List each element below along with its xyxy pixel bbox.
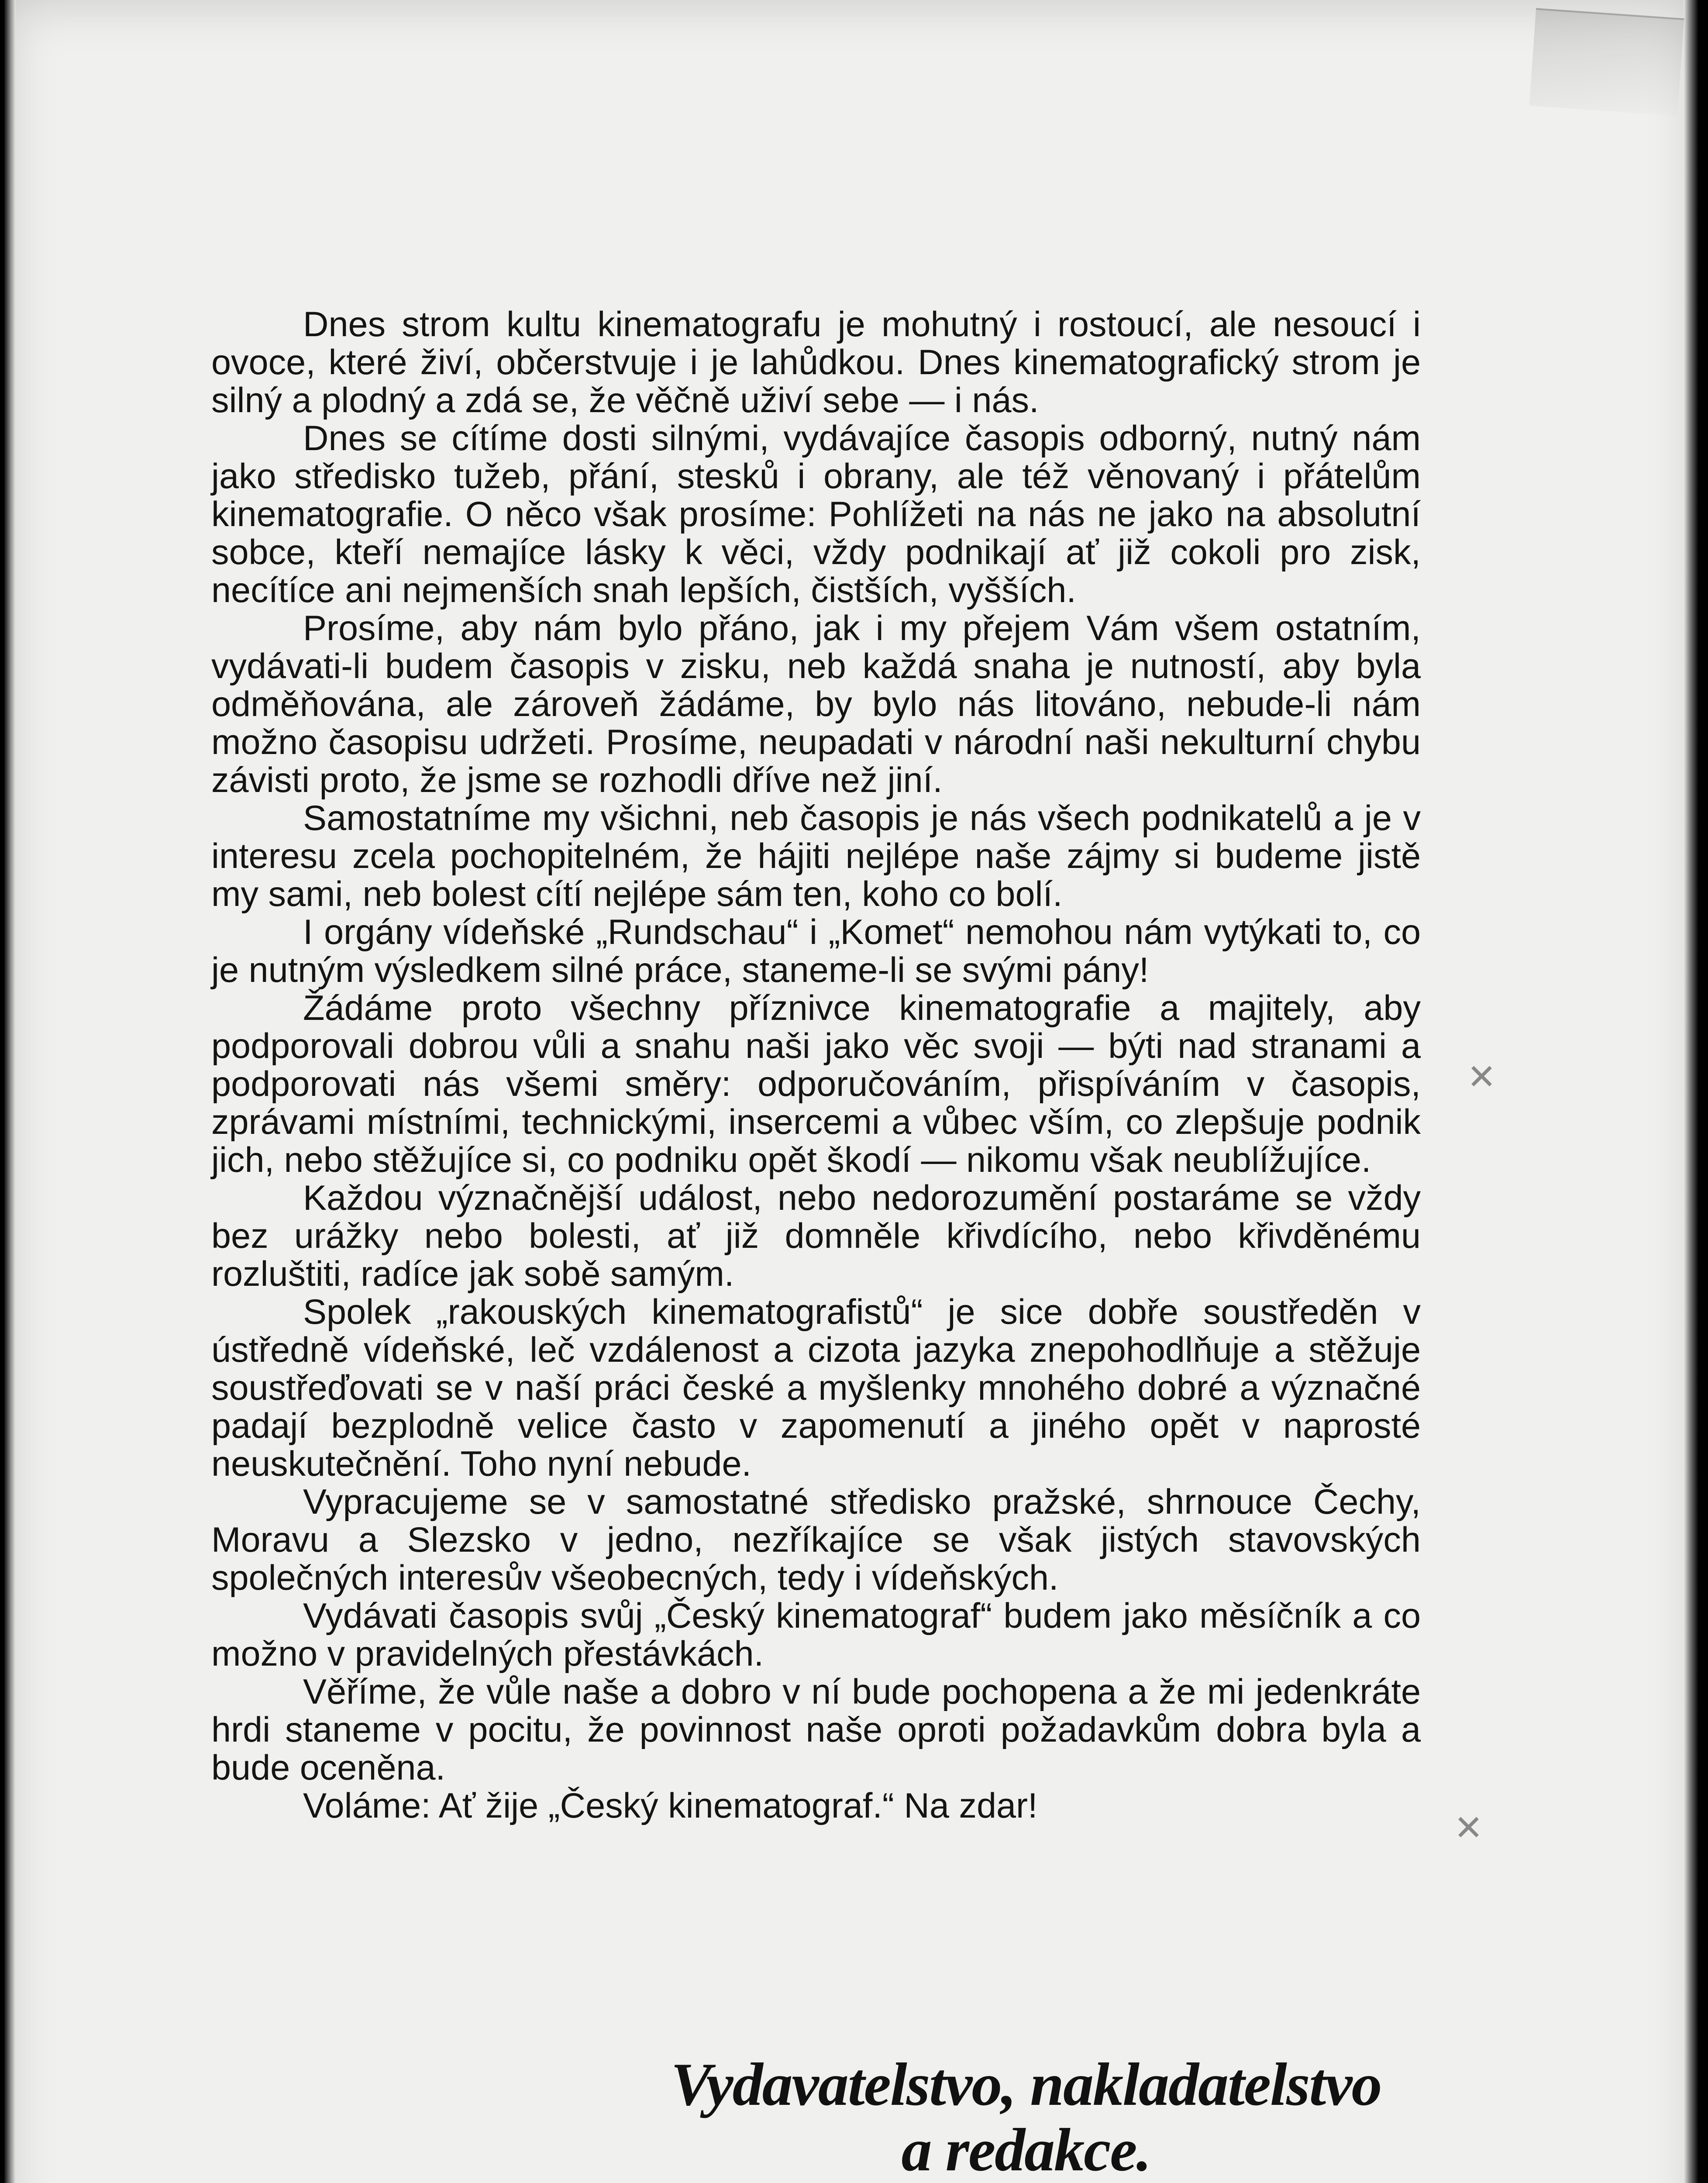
paragraph: I orgány vídeňské „Rundschau“ i „Komet“ nemohou nám vytýkati to, co je nutným výsledkem silné práce, staneme-li se svými pány! xyxy=(211,912,1421,990)
paragraph: Spolek „rakouských kinematografistů“ je sice dobře soustředěn v ústředně vídeňské, leč vzdálenost a cizota jazyka znepohodlňuje a stěžuje soustřeďovati se v naší práci české a myšlenky mnohého dobré a význačné padají bezplodně velice často v zapomenutí a jiného opět v naprosté neuskutečnění. Toho nyní nebude. xyxy=(211,1292,1421,1484)
paragraph: Věříme, že vůle naše a dobro v ní bude pochopena a že mi jedenkráte hrdi staneme v pocitu, že povinnost naše oproti požadavkům dobra byla a bude oceněna. xyxy=(211,1672,1421,1787)
scanned-page xyxy=(4,0,1698,2183)
signature xyxy=(629,2052,1423,2183)
paragraph: Každou význačnější událost, nebo nedorozumění postaráme se vždy bez urážky nebo bolesti, ať již domněle křivdícího, nebo křivděnému rozluštiti, radíce jak sobě samým. xyxy=(211,1178,1421,1294)
paragraph: Voláme: Ať žije „Český kinematograf.“ Na zdar! xyxy=(303,1786,1038,1825)
page-right-edge xyxy=(1684,0,1698,2183)
paragraph: Vydávati časopis svůj „Český kinematograf“ budem jako měsíčník a co možno v pravidelných přestávkách. xyxy=(211,1596,1421,1673)
page-left-edge xyxy=(4,0,16,2183)
paragraph: Vypracujeme se v samostatné středisko pražské, shrnouce Čechy, Moravu a Slezsko v jedno, nezříkajíce se však jistých stavovských společných interesův všeobecných, tedy i vídeňských. xyxy=(211,1482,1421,1598)
article-body xyxy=(211,306,1421,1825)
paragraph: Žádáme proto všechny příznivce kinematografie a majitely, aby podporovali dobrou vůli a snahu naši jako věc svoji — býti nad stranami a podporovati nás všemi směry: odporučováním, přispíváním v časopis, zprávami místními, technickými, insercemi a vůbec vším, co zlepšuje podnik jich, nebo stěžujíce si, co podniku opět škodí — nikomu však neublížujíce. xyxy=(211,988,1421,1180)
signature-line-2: a redakce. xyxy=(901,2116,1151,2183)
signature-line-1: Vydavatelstvo, nakladatelstvo xyxy=(671,2051,1381,2118)
paragraph: Dnes strom kultu kinematografu je mohutný i rostoucí, ale nesoucí i ovoce, které živí, občerstvuje i je lahůdkou. Dnes kinematografický strom je silný a plodný a zdá se, že věčně uživí sebe — i nás. xyxy=(211,305,1421,420)
paragraph: Prosíme, aby nám bylo přáno, jak i my přejem Vám všem ostatním, vydávati-li budem časopis v zisku, neb každá snaha je nutností, aby byla odměňována, ale zároveň žádáme, by bylo nás litováno, nebude-li nám možno časopisu udržeti. Prosíme, neupadati v národní naši nekulturní chybu závisti proto, že jsme se rozhodli dříve než jiní. xyxy=(211,609,1421,800)
margin-cross-mark-icon: ✕ xyxy=(1467,1057,1497,1097)
paragraph: Samostatníme my všichni, neb časopis je nás všech podnikatelů a je v interesu zcela pochopitelném, že hájiti nejlépe naše zájmy si budeme jistě my sami, neb bolest cítí nejlépe sám ten, koho co bolí. xyxy=(211,799,1421,914)
binding-strip xyxy=(1529,8,1684,116)
margin-cross-mark-icon: ✕ xyxy=(1454,1808,1484,1848)
paragraph: Dnes se cítíme dosti silnými, vydávajíce časopis odborný, nutný nám jako středisko tužeb, přání, stesků i obrany, ale též věnovaný i přátelům kinematografie. O něco však prosíme: Pohlížeti na nás ne jako na absolutní sobce, kteří nemajíce lásky k věci, vždy podnikají ať již cokoli pro zisk, necítíce ani nejmenších snah lepších, čistších, vyšších. xyxy=(211,419,1421,610)
